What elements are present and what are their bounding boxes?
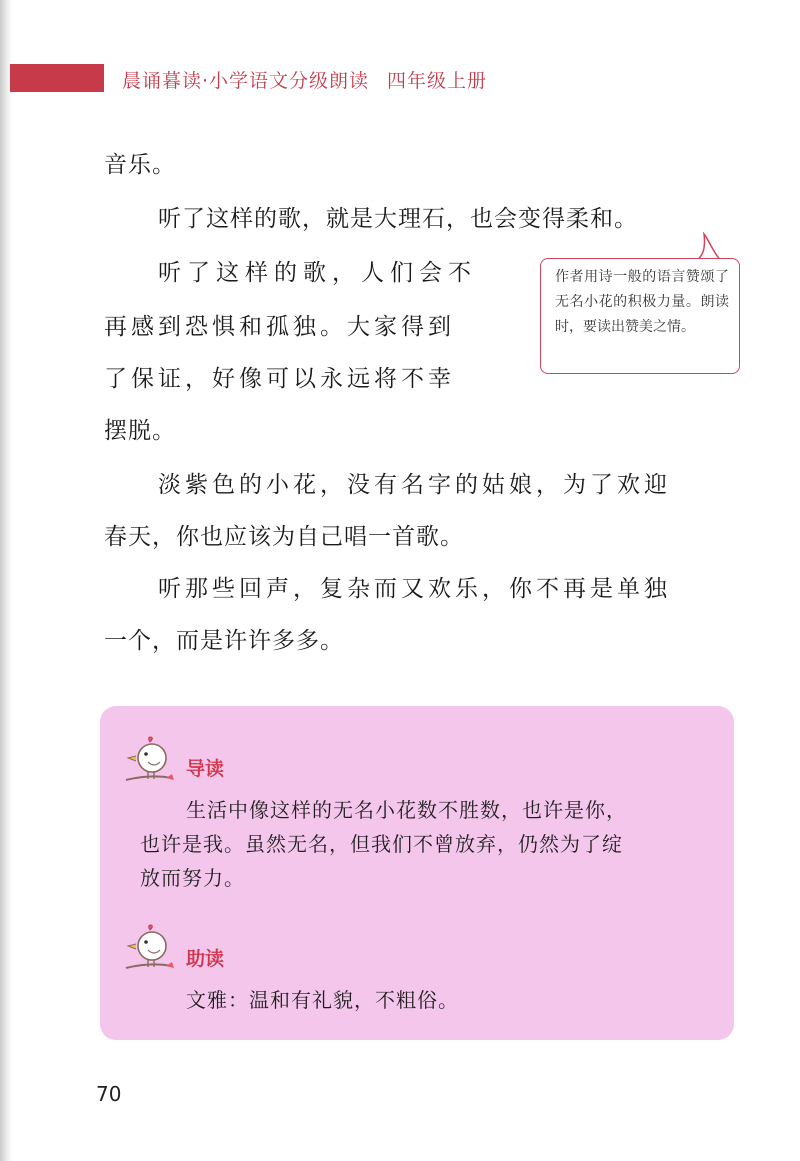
- section-title-zhudu: 助读: [186, 948, 225, 970]
- body-line: 听了这样的歌，人们会不: [158, 260, 477, 286]
- body-line: 春天，你也应该为自己唱一首歌。: [104, 524, 464, 550]
- page-binding-edge: [0, 0, 12, 1161]
- section-title-daodu: 导读: [186, 758, 225, 780]
- guide-line: 生活中像这样的无名小花数不胜数，也许是你，: [186, 798, 627, 822]
- body-line: 听了这样的歌，就是大理石，也会变得柔和。: [158, 206, 638, 232]
- body-line: 音乐。: [104, 152, 176, 178]
- running-header: [122, 66, 487, 93]
- bird-icon: [122, 736, 176, 790]
- page-number: 70: [96, 1082, 122, 1106]
- guide-line: 放而努力。: [140, 866, 245, 890]
- series-title: 晨诵暮读·小学语文分级朗读: [122, 70, 370, 92]
- header-accent-bar: [10, 64, 104, 92]
- body-line: 一个，而是许许多多。: [104, 628, 344, 654]
- body-line: 淡紫色的小花，没有名字的姑娘，为了欢迎: [158, 472, 671, 498]
- side-note-callout: 作者用诗一般的语言赞颂了无名小花的积极力量。朗读时，要读出赞美之情。: [540, 258, 740, 374]
- guide-line: 文雅：温和有礼貌，不粗俗。: [186, 988, 459, 1012]
- body-line: 再感到恐惧和孤独。大家得到: [104, 314, 455, 340]
- body-line: 摆脱。: [104, 418, 176, 444]
- volume-title: 四年级上册: [387, 70, 488, 92]
- bird-icon: [122, 924, 176, 978]
- body-line: 听那些回声，复杂而又欢乐，你不再是单独: [158, 576, 671, 602]
- body-line: 了保证，好像可以永远将不幸: [104, 366, 455, 392]
- guide-line: 也许是我。虽然无名，但我们不曾放弃，仍然为了绽: [140, 832, 623, 856]
